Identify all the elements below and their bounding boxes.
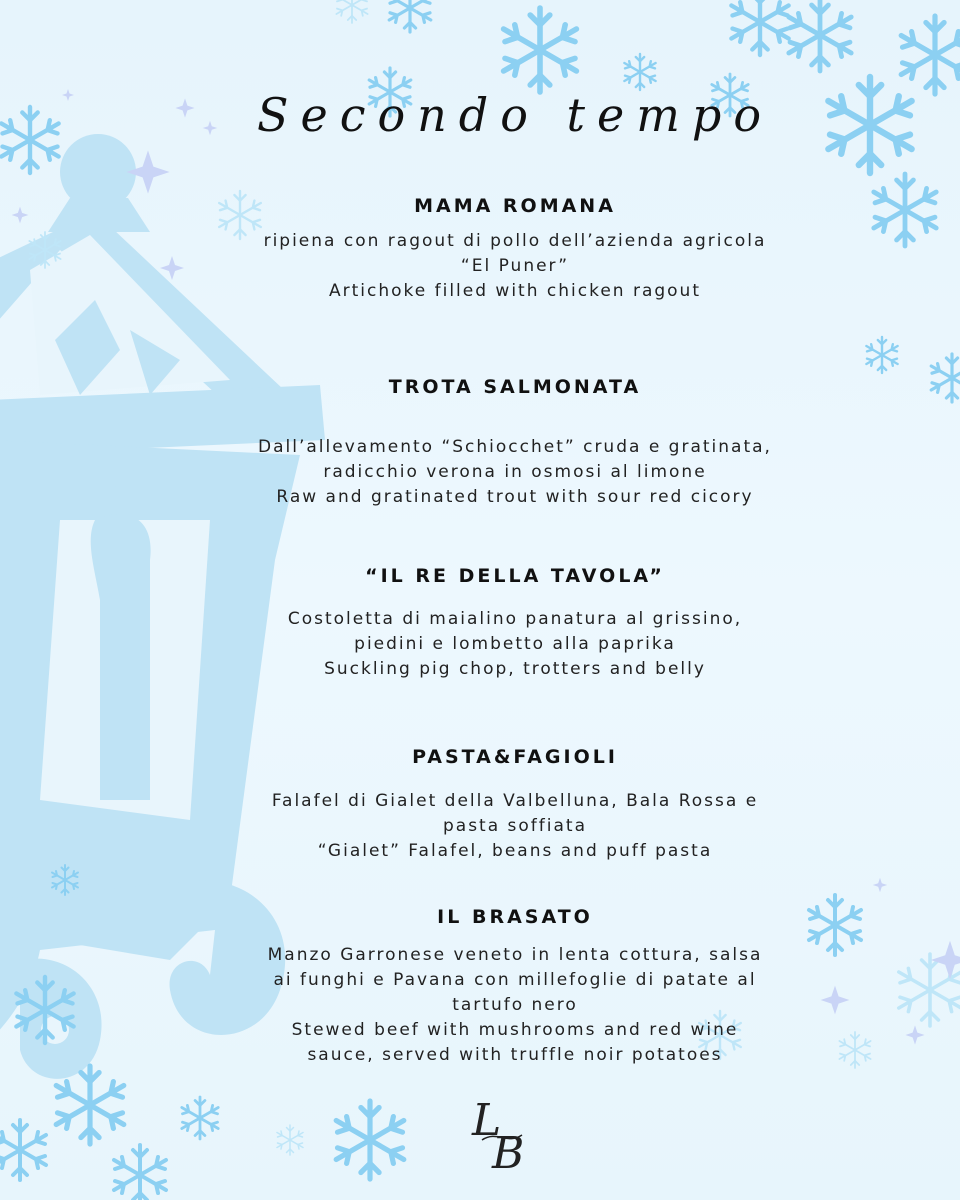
monogram-logo [462, 1090, 542, 1180]
dish-description: ai funghi e Pavana con millefoglie di patate al [273, 970, 757, 990]
page-title: Secondo tempo [256, 88, 774, 142]
dish-name: PASTA&FAGIOLI [412, 746, 618, 768]
dish-description: ripiena con ragout di pollo dell’azienda agricola [263, 231, 767, 251]
dish-trota-salmonata [0, 376, 960, 510]
dish-description: tartufo nero [452, 995, 578, 1015]
dish-il-brasato [0, 906, 960, 1068]
svg-text:B: B [492, 1128, 525, 1179]
dish-description: “Gialet” Falafel, beans and puff pasta [317, 841, 713, 861]
dish-description: Costoletta di maialino panatura al grissino, [287, 609, 743, 629]
dish-name: “IL RE DELLA TAVOLA” [365, 565, 665, 587]
dish-description: radicchio verona in osmosi al limone [323, 462, 707, 482]
dish-il-re-della-tavola [0, 565, 960, 682]
dish-description: Dall’allevamento “Schiocchet” cruda e gratinata, [258, 437, 772, 457]
dish-description: pasta soffiata [442, 816, 587, 836]
dish-description: sauce, served with truffle noir potatoes [307, 1045, 723, 1065]
dish-name: MAMA ROMANA [414, 195, 616, 217]
dish-mama-romana [0, 195, 960, 304]
dish-description: Manzo Garronese veneto in lenta cottura, salsa [267, 945, 763, 965]
svg-text:L: L [472, 1095, 502, 1146]
dish-pasta-fagioli [0, 746, 960, 864]
dish-description: Suckling pig chop, trotters and belly [324, 659, 706, 679]
dish-name: TROTA SALMONATA [388, 376, 642, 398]
dish-description: Artichoke filled with chicken ragout [328, 281, 701, 301]
dish-description: Falafel di Gialet della Valbelluna, Bala Rossa e [271, 791, 759, 811]
dish-description: Raw and gratinated trout with sour red cicory [276, 487, 754, 507]
dish-description: “El Puner” [460, 256, 570, 276]
dish-description: piedini e lombetto alla paprika [354, 634, 676, 654]
dish-description: Stewed beef with mushrooms and red wine [291, 1020, 739, 1040]
dish-name: IL BRASATO [437, 906, 593, 928]
